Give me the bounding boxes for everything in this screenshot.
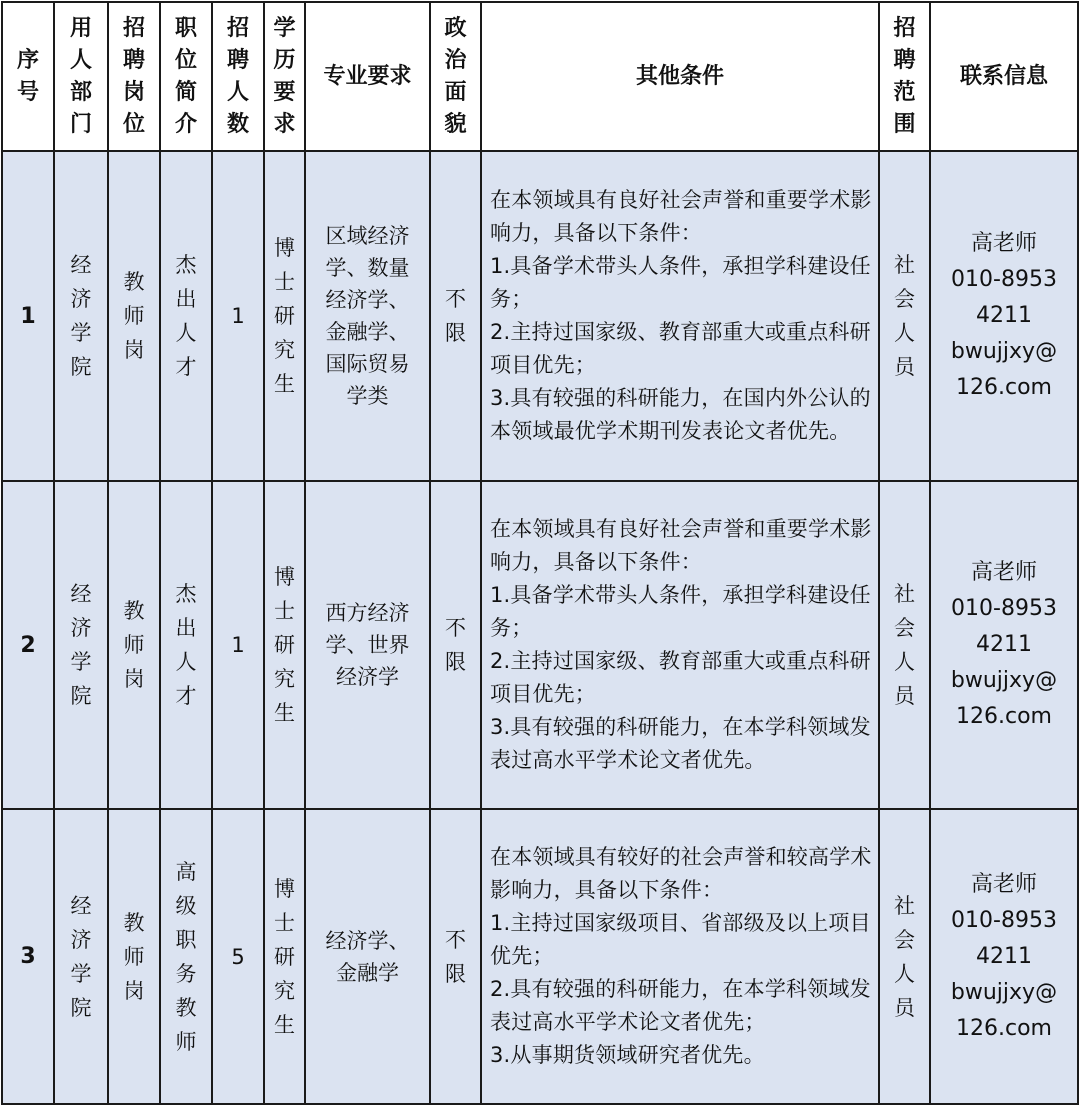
table-row — [2, 809, 1078, 1104]
degree-text: 博士研究生 — [273, 236, 295, 396]
cell-contact — [930, 809, 1078, 1104]
cell-conditions — [481, 151, 879, 481]
header-row — [2, 2, 1078, 151]
condition-line: 2.主持过国家级、教育部重大或重点科研项目优先； — [490, 649, 871, 706]
contact-line: 4211 — [975, 632, 1032, 657]
scope-text: 社会人员 — [893, 253, 915, 379]
cell-scope — [879, 151, 930, 481]
cell-count — [212, 809, 264, 1104]
contact-line: 126.com — [956, 1015, 1052, 1041]
post-text: 教师岗 — [123, 270, 145, 362]
cell-position — [160, 809, 212, 1104]
condition-line: 3.具有较强的科研能力，在国内外公认的本领域最优学术期刊发表论文者优先。 — [490, 386, 871, 443]
condition-line: 在本领域具有较好的社会声誉和较高学术影响力，具备以下条件： — [490, 845, 872, 902]
cell-politics — [430, 481, 481, 809]
cell-count — [212, 481, 264, 809]
cell-position — [160, 481, 212, 809]
seq-text: 1 — [20, 303, 36, 329]
header-major: 专业要求 — [305, 2, 430, 151]
contact-line: 高老师 — [970, 231, 1037, 256]
cell-degree — [264, 809, 305, 1104]
conditions-block — [482, 513, 878, 777]
conditions-block — [482, 184, 878, 448]
condition-line: 3.具有较强的科研能力，在本学科领域发表过高水平学术论文者优先。 — [490, 715, 871, 772]
header-dept: 用人部门 — [54, 2, 108, 151]
cell-post — [108, 151, 160, 481]
degree-text: 博士研究生 — [273, 565, 295, 725]
cell-major — [305, 809, 430, 1104]
contact-line: 4211 — [975, 303, 1032, 328]
cell-scope — [879, 481, 930, 809]
contact-block — [951, 867, 1057, 1047]
major-text: 西方经济学、世界经济学 — [325, 601, 410, 689]
cell-politics — [430, 151, 481, 481]
cell-count — [212, 151, 264, 481]
cell-degree — [264, 481, 305, 809]
condition-line: 在本领域具有良好社会声誉和重要学术影响力，具备以下条件： — [490, 517, 872, 574]
contact-line: 010-8953 — [951, 907, 1057, 933]
dept-text: 经济学院 — [70, 893, 92, 1020]
table-row — [2, 481, 1078, 809]
cell-major — [305, 151, 430, 481]
condition-line: 3.从事期货领域研究者优先。 — [490, 1043, 765, 1067]
header-scope: 招聘范围 — [879, 2, 930, 151]
condition-line: 1.具备学术带头人条件，承担学科建设任务； — [490, 583, 871, 640]
header-degree: 学历要求 — [264, 2, 305, 151]
contact-line: 126.com — [956, 375, 1052, 400]
count-text: 1 — [231, 633, 245, 657]
header-position: 职位简介 — [160, 2, 212, 151]
cell-conditions — [481, 809, 879, 1104]
cell-post — [108, 809, 160, 1104]
degree-text: 博士研究生 — [273, 876, 295, 1037]
condition-line: 在本领域具有良好社会声誉和重要学术影响力，具备以下条件： — [490, 188, 872, 245]
table-row — [2, 151, 1078, 481]
cell-seq — [2, 151, 54, 481]
header-count: 招聘人数 — [212, 2, 264, 151]
cell-dept — [54, 809, 108, 1104]
recruitment-table — [1, 1, 1079, 1105]
cell-politics — [430, 809, 481, 1104]
cell-seq — [2, 481, 54, 809]
position-text: 高级职务教师 — [175, 859, 197, 1054]
condition-line: 1.主持过国家级项目、省部级及以上项目优先； — [490, 911, 871, 968]
header-contact: 联系信息 — [930, 2, 1078, 151]
header-post: 招聘岗位 — [108, 2, 160, 151]
position-text: 杰出人才 — [175, 253, 197, 379]
count-text: 5 — [231, 944, 245, 969]
seq-text: 3 — [20, 944, 36, 969]
contact-line: 126.com — [956, 704, 1052, 729]
cell-conditions — [481, 481, 879, 809]
dept-text: 经济学院 — [70, 253, 92, 379]
position-text: 杰出人才 — [175, 582, 197, 708]
contact-block — [951, 226, 1057, 406]
cell-contact — [930, 151, 1078, 481]
cell-seq — [2, 809, 54, 1104]
politics-text: 不限 — [444, 287, 466, 345]
contact-line: bwujjxy@ — [950, 668, 1058, 693]
contact-line: 010-8953 — [951, 267, 1057, 292]
post-text: 教师岗 — [123, 599, 145, 691]
cell-dept — [54, 481, 108, 809]
cell-major — [305, 481, 430, 809]
contact-line: 高老师 — [970, 560, 1037, 585]
conditions-block — [482, 841, 878, 1072]
condition-line: 1.具备学术带头人条件，承担学科建设任务； — [490, 254, 871, 311]
contact-line: 高老师 — [970, 871, 1037, 897]
politics-text: 不限 — [444, 616, 466, 674]
seq-text: 2 — [20, 632, 36, 658]
scope-text: 社会人员 — [893, 582, 915, 708]
condition-line: 2.具有较强的科研能力，在本学科领域发表过高水平学术论文者优先； — [490, 977, 871, 1034]
contact-line: bwujjxy@ — [950, 979, 1058, 1005]
major-text: 经济学、金融学 — [325, 928, 410, 985]
cell-contact — [930, 481, 1078, 809]
count-text: 1 — [231, 304, 245, 328]
condition-line: 2.主持过国家级、教育部重大或重点科研项目优先； — [490, 320, 871, 377]
contact-line: 4211 — [975, 943, 1032, 969]
contact-block — [951, 555, 1057, 735]
contact-line: bwujjxy@ — [950, 339, 1058, 364]
header-other: 其他条件 — [481, 2, 879, 151]
major-text: 区域经济学、数量经济学、金融学、国际贸易学类 — [325, 224, 410, 408]
header-seq: 序号 — [2, 2, 54, 151]
scope-text: 社会人员 — [893, 893, 915, 1020]
dept-text: 经济学院 — [70, 582, 92, 708]
cell-scope — [879, 809, 930, 1104]
post-text: 教师岗 — [123, 910, 145, 1003]
cell-degree — [264, 151, 305, 481]
cell-dept — [54, 151, 108, 481]
politics-text: 不限 — [444, 927, 466, 986]
cell-position — [160, 151, 212, 481]
header-politics: 政治面貌 — [430, 2, 481, 151]
contact-line: 010-8953 — [951, 596, 1057, 621]
cell-post — [108, 481, 160, 809]
